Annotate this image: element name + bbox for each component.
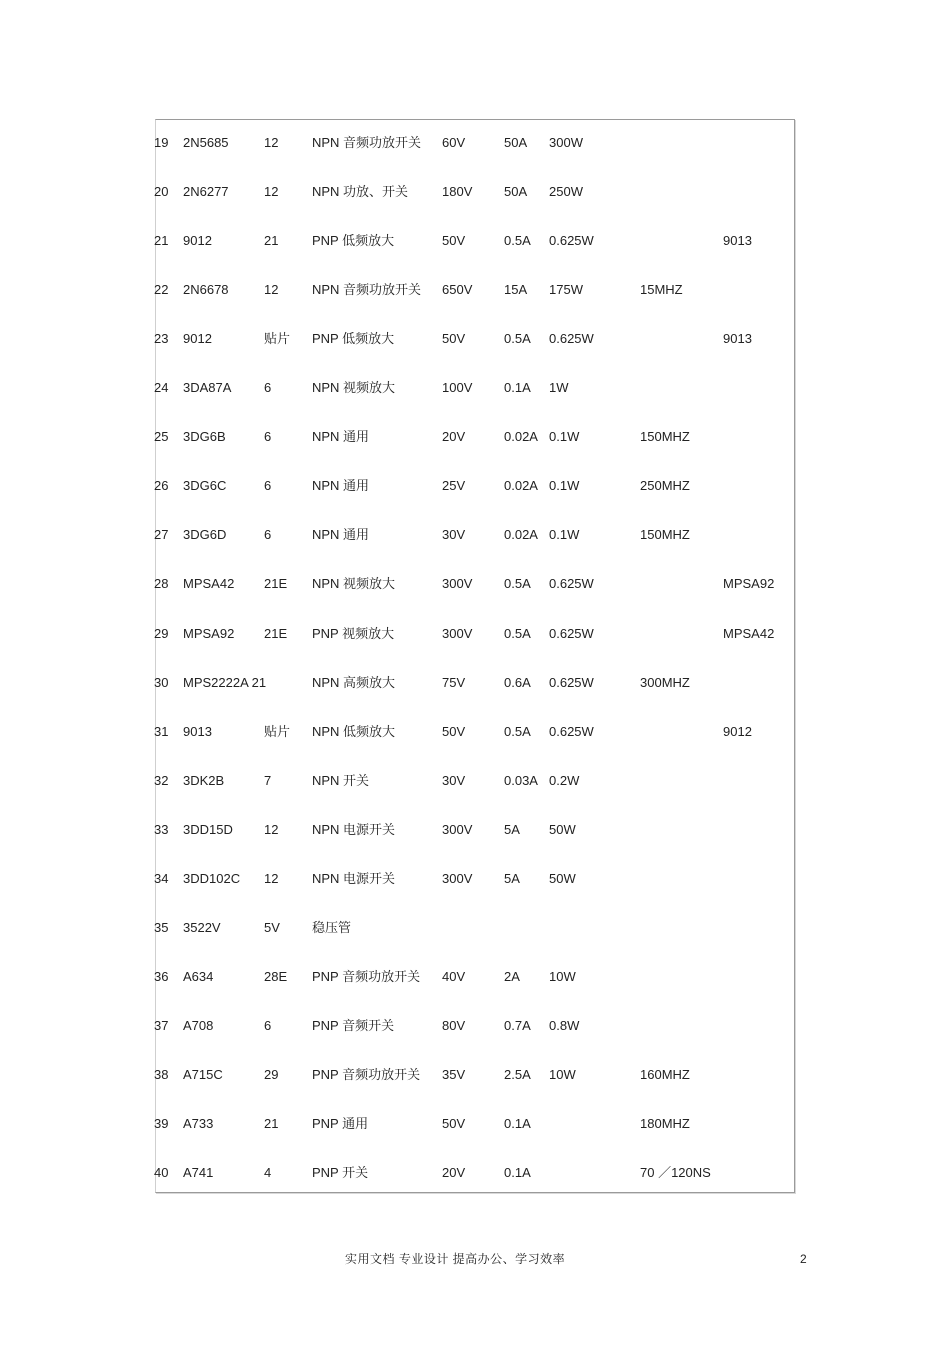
power-cell: 300W xyxy=(549,135,583,150)
row-number: 31 xyxy=(154,724,169,739)
voltage-cell: 50V xyxy=(442,233,466,248)
package-cell: 贴片 xyxy=(264,724,291,739)
voltage-cell: 60V xyxy=(442,135,466,150)
package-cell: 12 xyxy=(264,184,279,199)
type-cell: NPN 功放、开关 xyxy=(312,184,409,199)
frequency-cell: 250MHZ xyxy=(640,478,690,493)
package-cell: 12 xyxy=(264,822,279,837)
type-cell: PNP 音频功放开关 xyxy=(312,1067,421,1082)
current-cell: 0.03A xyxy=(504,773,538,788)
voltage-cell: 20V xyxy=(442,1165,466,1180)
row-number: 40 xyxy=(154,1165,169,1180)
type-cell: NPN 视频放大 xyxy=(312,380,396,395)
footer-text: 实用文档 专业设计 提高办公、学习效率 xyxy=(345,1252,566,1266)
complement-cell: 9013 xyxy=(723,331,752,346)
type-cell: PNP 低频放大 xyxy=(312,331,395,346)
package-cell: 6 xyxy=(264,478,272,493)
frequency-cell: 180MHZ xyxy=(640,1116,690,1131)
complement-cell: 9012 xyxy=(723,724,752,739)
model-cell: 2N6678 xyxy=(183,282,229,297)
model-cell: 3DD102C xyxy=(183,871,241,886)
power-cell: 0.625W xyxy=(549,576,594,591)
type-cell: PNP 低频放大 xyxy=(312,233,395,248)
row-number: 30 xyxy=(154,675,169,690)
row-number: 21 xyxy=(154,233,169,248)
package-cell: 21 xyxy=(264,1116,279,1131)
package-cell: 21E xyxy=(264,626,288,641)
current-cell: 0.6A xyxy=(504,675,531,690)
package-cell: 6 xyxy=(264,527,272,542)
row-number: 29 xyxy=(154,626,169,641)
table-row xyxy=(0,771,950,791)
package-cell: 12 xyxy=(264,135,279,150)
frequency-cell: 150MHZ xyxy=(640,429,690,444)
power-cell: 0.625W xyxy=(549,724,594,739)
package-cell: 21 xyxy=(264,233,279,248)
row-number: 26 xyxy=(154,478,169,493)
table-row xyxy=(0,574,950,594)
type-cell: NPN 开关 xyxy=(312,773,370,788)
current-cell: 0.1A xyxy=(504,1165,531,1180)
complement-cell: 9013 xyxy=(723,233,752,248)
package-cell: 29 xyxy=(264,1067,279,1082)
voltage-cell: 300V xyxy=(442,822,473,837)
model-cell: 3DG6D xyxy=(183,527,227,542)
voltage-cell: 100V xyxy=(442,380,473,395)
table-row xyxy=(0,280,950,300)
row-number: 27 xyxy=(154,527,169,542)
current-cell: 0.02A xyxy=(504,527,538,542)
model-cell: A733 xyxy=(183,1116,214,1131)
current-cell: 0.02A xyxy=(504,478,538,493)
row-number: 20 xyxy=(154,184,169,199)
table-row xyxy=(0,1016,950,1036)
power-cell: 0.625W xyxy=(549,626,594,641)
type-cell: PNP 开关 xyxy=(312,1165,369,1180)
type-cell: NPN 电源开关 xyxy=(312,822,396,837)
type-cell: NPN 电源开关 xyxy=(312,871,396,886)
type-cell: NPN 通用 xyxy=(312,429,370,444)
type-cell: PNP 视频放大 xyxy=(312,626,395,641)
type-cell: NPN 通用 xyxy=(312,478,370,493)
type-cell: NPN 低频放大 xyxy=(312,724,396,739)
current-cell: 0.5A xyxy=(504,626,531,641)
row-number: 23 xyxy=(154,331,169,346)
model-cell: 2N5685 xyxy=(183,135,229,150)
model-cell: A634 xyxy=(183,969,214,984)
power-cell: 10W xyxy=(549,969,576,984)
type-cell: PNP 通用 xyxy=(312,1116,369,1131)
power-cell: 10W xyxy=(549,1067,576,1082)
power-cell: 0.625W xyxy=(549,233,594,248)
current-cell: 50A xyxy=(504,184,528,199)
type-cell: NPN 音频功放开关 xyxy=(312,282,422,297)
row-number: 34 xyxy=(154,871,169,886)
voltage-cell: 300V xyxy=(442,576,473,591)
voltage-cell: 300V xyxy=(442,871,473,886)
model-cell: 9012 xyxy=(183,331,212,346)
power-cell: 0.1W xyxy=(549,429,580,444)
voltage-cell: 300V xyxy=(442,626,473,641)
current-cell: 0.5A xyxy=(504,724,531,739)
power-cell: 250W xyxy=(549,184,583,199)
model-cell: 2N6277 xyxy=(183,184,229,199)
type-cell: 稳压管 xyxy=(312,920,352,935)
type-cell: NPN 视频放大 xyxy=(312,576,396,591)
power-cell: 0.1W xyxy=(549,527,580,542)
row-number: 35 xyxy=(154,920,169,935)
model-cell: A715C xyxy=(183,1067,223,1082)
model-cell: 3DG6B xyxy=(183,429,226,444)
power-cell: 0.625W xyxy=(549,331,594,346)
table-row xyxy=(0,869,950,889)
voltage-cell: 30V xyxy=(442,527,466,542)
current-cell: 5A xyxy=(504,822,520,837)
row-number: 25 xyxy=(154,429,169,444)
package-cell: 5V xyxy=(264,920,280,935)
voltage-cell: 30V xyxy=(442,773,466,788)
type-cell: PNP 音频开关 xyxy=(312,1018,395,1033)
current-cell: 2.5A xyxy=(504,1067,531,1082)
table-row xyxy=(0,624,950,644)
current-cell: 2A xyxy=(504,969,520,984)
type-cell: NPN 音频功放开关 xyxy=(312,135,422,150)
model-cell: MPSA92 xyxy=(183,626,235,641)
voltage-cell: 180V xyxy=(442,184,473,199)
row-number: 22 xyxy=(154,282,169,297)
voltage-cell: 75V xyxy=(442,675,466,690)
power-cell: 0.1W xyxy=(549,478,580,493)
model-cell: 3DG6C xyxy=(183,478,227,493)
voltage-cell: 35V xyxy=(442,1067,466,1082)
voltage-cell: 650V xyxy=(442,282,473,297)
table-row xyxy=(0,476,950,496)
voltage-cell: 20V xyxy=(442,429,466,444)
current-cell: 50A xyxy=(504,135,528,150)
power-cell: 0.2W xyxy=(549,773,580,788)
table-row xyxy=(0,1065,950,1085)
power-cell: 175W xyxy=(549,282,583,297)
frequency-cell: 70 ／120NS xyxy=(640,1165,711,1180)
current-cell: 0.1A xyxy=(504,380,531,395)
voltage-cell: 50V xyxy=(442,1116,466,1131)
model-cell: 3522V xyxy=(183,920,221,935)
frequency-cell: 300MHZ xyxy=(640,675,690,690)
package-cell: 12 xyxy=(264,871,279,886)
package-cell: 6 xyxy=(264,380,272,395)
row-number: 38 xyxy=(154,1067,169,1082)
package-cell: 28E xyxy=(264,969,288,984)
current-cell: 0.5A xyxy=(504,576,531,591)
row-number: 19 xyxy=(154,135,169,150)
current-cell: 15A xyxy=(504,282,528,297)
model-cell: A741 xyxy=(183,1165,214,1180)
type-cell: NPN 通用 xyxy=(312,527,370,542)
power-cell: 50W xyxy=(549,871,576,886)
model-cell: MPS2222A 21 xyxy=(183,675,267,690)
package-cell: 贴片 xyxy=(264,331,291,346)
current-cell: 0.02A xyxy=(504,429,538,444)
package-cell: 12 xyxy=(264,282,279,297)
type-cell: PNP 音频功放开关 xyxy=(312,969,421,984)
package-cell: 21E xyxy=(264,576,288,591)
page-number: 2 xyxy=(800,1252,807,1266)
table-row xyxy=(0,133,950,153)
model-cell: 9013 xyxy=(183,724,212,739)
voltage-cell: 50V xyxy=(442,724,466,739)
current-cell: 0.5A xyxy=(504,233,531,248)
table-row xyxy=(0,722,950,742)
type-cell: NPN 高频放大 xyxy=(312,675,396,690)
frequency-cell: 15MHZ xyxy=(640,282,683,297)
page-footer xyxy=(0,1249,950,1269)
current-cell: 5A xyxy=(504,871,520,886)
voltage-cell: 50V xyxy=(442,331,466,346)
row-number: 33 xyxy=(154,822,169,837)
frequency-cell: 150MHZ xyxy=(640,527,690,542)
row-number: 32 xyxy=(154,773,169,788)
row-number: 28 xyxy=(154,576,169,591)
row-number: 37 xyxy=(154,1018,169,1033)
power-cell: 0.625W xyxy=(549,675,594,690)
row-number: 24 xyxy=(154,380,169,395)
voltage-cell: 25V xyxy=(442,478,466,493)
model-cell: 3DA87A xyxy=(183,380,232,395)
table-row xyxy=(0,427,950,447)
table-row xyxy=(0,918,950,938)
table-row xyxy=(0,525,950,545)
table-row xyxy=(0,182,950,202)
frequency-cell: 160MHZ xyxy=(640,1067,690,1082)
current-cell: 0.1A xyxy=(504,1116,531,1131)
table-row xyxy=(0,820,950,840)
complement-cell: MPSA42 xyxy=(723,626,775,641)
power-cell: 1W xyxy=(549,380,569,395)
table-row xyxy=(0,231,950,251)
voltage-cell: 80V xyxy=(442,1018,466,1033)
table-row xyxy=(0,673,950,693)
package-cell: 6 xyxy=(264,1018,272,1033)
power-cell: 50W xyxy=(549,822,576,837)
package-cell: 7 xyxy=(264,773,272,788)
model-cell: 9012 xyxy=(183,233,212,248)
power-cell: 0.8W xyxy=(549,1018,580,1033)
model-cell: 3DK2B xyxy=(183,773,225,788)
table-row xyxy=(0,967,950,987)
current-cell: 0.7A xyxy=(504,1018,531,1033)
package-cell: 6 xyxy=(264,429,272,444)
row-number: 36 xyxy=(154,969,169,984)
complement-cell: MPSA92 xyxy=(723,576,775,591)
table-row xyxy=(0,378,950,398)
model-cell: MPSA42 xyxy=(183,576,235,591)
package-cell: 4 xyxy=(264,1165,272,1180)
table-row xyxy=(0,1114,950,1134)
voltage-cell: 40V xyxy=(442,969,466,984)
table-row xyxy=(0,329,950,349)
model-cell: A708 xyxy=(183,1018,214,1033)
model-cell: 3DD15D xyxy=(183,822,233,837)
current-cell: 0.5A xyxy=(504,331,531,346)
row-number: 39 xyxy=(154,1116,169,1131)
table-row xyxy=(0,1163,950,1183)
